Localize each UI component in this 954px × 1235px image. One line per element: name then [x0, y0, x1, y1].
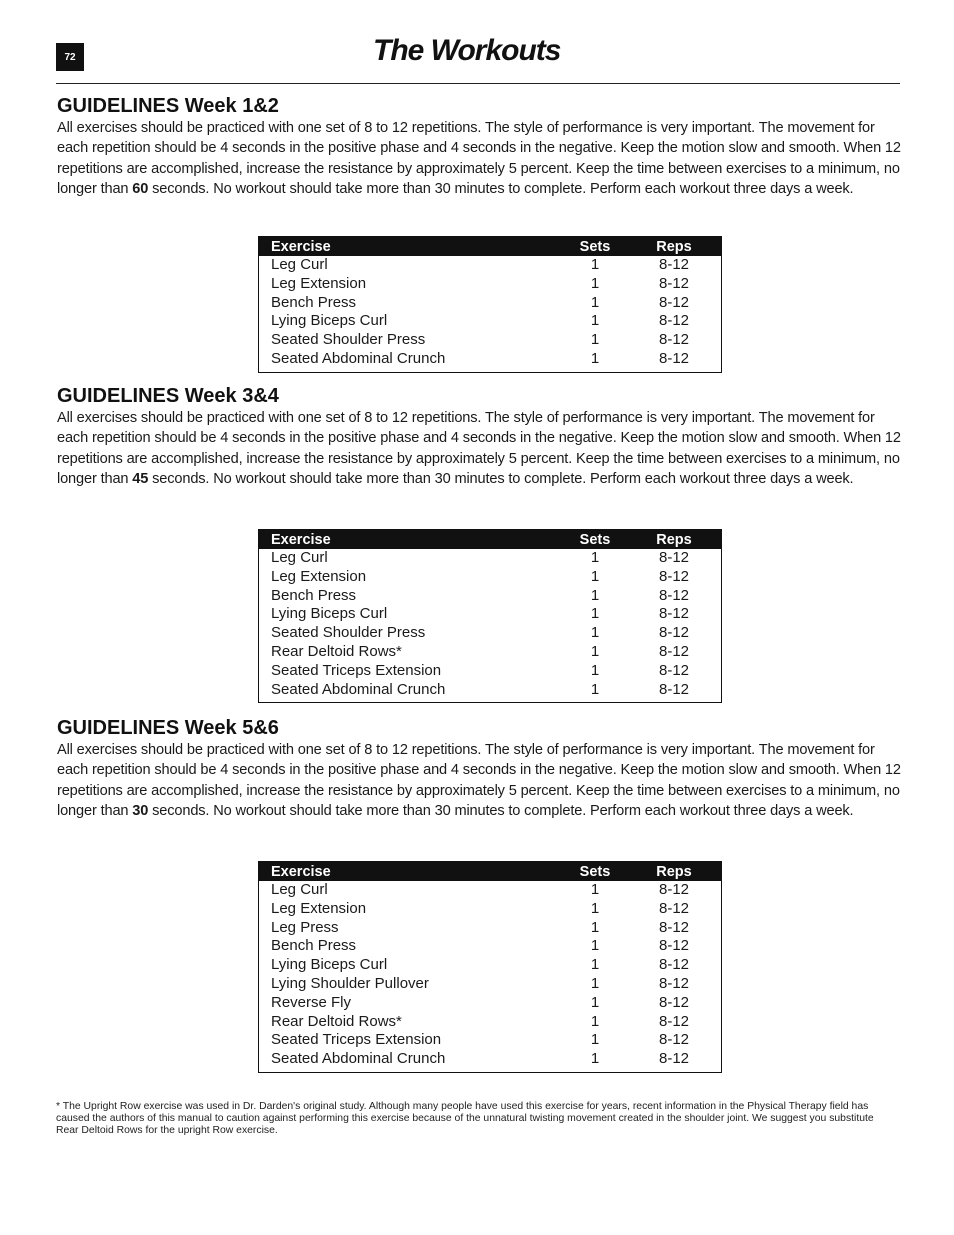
- table-row: [259, 662, 722, 681]
- table-row: [259, 350, 722, 372]
- table-row: [259, 994, 722, 1013]
- table-row: [259, 549, 722, 568]
- column-header-reps: Reps: [627, 862, 722, 882]
- exercise-cell: Seated Shoulder Press: [271, 331, 426, 349]
- table-row: [259, 624, 722, 643]
- sets-cell: 1: [590, 624, 600, 642]
- exercise-table-week-3-4: [258, 529, 722, 703]
- column-header-exercise: Exercise: [259, 862, 564, 882]
- sets-cell: 1: [590, 956, 600, 974]
- sets-cell: 1: [590, 974, 600, 992]
- reps-cell: 8-12: [658, 993, 690, 1011]
- section-guidelines-text: All exercises should be practiced with one set of 8 to 12 repetitions. The style of performance is very important. The movement for each repetition should be 4 seconds in the positive phase and 4 seconds in the negative. Keep the motion slow and smooth. When 12 repetitions are accomplished, increase the resistance by approximately 5 percent. Keep the time between exercises to a minimum, no longer than 30 seconds. No workout should take more than 30 minutes to complete. Perform each workout three days a week.: [57, 742, 901, 819]
- sets-cell: 1: [590, 567, 600, 585]
- reps-cell: 8-12: [658, 642, 690, 660]
- section-heading: GUIDELINES Week 3&4: [57, 385, 279, 407]
- sets-cell: 1: [590, 642, 600, 660]
- section-heading: GUIDELINES Week 1&2: [57, 95, 279, 117]
- sets-cell: 1: [590, 680, 600, 698]
- table-row: [259, 568, 722, 587]
- reps-cell: 8-12: [658, 661, 690, 679]
- reps-cell: 8-12: [658, 331, 690, 349]
- table-row: [259, 900, 722, 919]
- sets-cell: 1: [590, 331, 600, 349]
- reps-cell: 8-12: [658, 1012, 690, 1030]
- table-row: [259, 956, 722, 975]
- exercise-cell: Leg Curl: [271, 549, 328, 566]
- sets-cell: 1: [590, 899, 600, 917]
- reps-cell: 8-12: [658, 680, 690, 698]
- exercise-cell: Seated Abdominal Crunch: [271, 680, 446, 698]
- exercise-cell: Lying Shoulder Pullover: [271, 974, 429, 992]
- reps-cell: 8-12: [658, 1031, 690, 1049]
- page-title: The Workouts: [373, 34, 561, 67]
- column-header-sets: Sets: [563, 862, 627, 882]
- exercise-cell: Rear Deltoid Rows*: [271, 1012, 402, 1030]
- exercise-cell: Seated Shoulder Press: [271, 624, 426, 642]
- sets-cell: 1: [590, 256, 600, 273]
- reps-cell: 8-12: [658, 624, 690, 642]
- sets-cell: 1: [590, 1031, 600, 1049]
- table-row: [259, 587, 722, 606]
- exercise-cell: Seated Abdominal Crunch: [271, 1050, 446, 1068]
- reps-cell: 8-12: [658, 937, 690, 955]
- section-guidelines-text: All exercises should be practiced with one set of 8 to 12 repetitions. The style of performance is very important. The movement for each repetition should be 4 seconds in the positive phase and 4 seconds in the negative. Keep the motion slow and smooth. When 12 repetitions are accomplished, increase the resistance by approximately 5 percent. Keep the time between exercises to a minimum, no longer than 60 seconds. No workout should take more than 30 minutes to complete. Perform each workout three days a week.: [57, 120, 901, 197]
- reps-cell: 8-12: [658, 586, 690, 604]
- table-row: [259, 605, 722, 624]
- exercise-cell: Rear Deltoid Rows*: [271, 642, 402, 660]
- sets-cell: 1: [590, 918, 600, 936]
- reps-cell: 8-12: [658, 312, 690, 330]
- reps-cell: 8-12: [658, 956, 690, 974]
- exercise-cell: Leg Press: [271, 918, 339, 936]
- section-week-5-6: [57, 716, 902, 821]
- reps-cell: 8-12: [658, 349, 690, 367]
- sets-cell: 1: [590, 274, 600, 292]
- exercise-cell: Bench Press: [271, 586, 357, 604]
- sets-cell: 1: [590, 937, 600, 955]
- sets-cell: 1: [590, 1012, 600, 1030]
- table-header-row: [259, 237, 722, 257]
- reps-cell: 8-12: [658, 899, 690, 917]
- exercise-cell: Leg Extension: [271, 274, 367, 292]
- exercise-table-week-1-2: [258, 236, 722, 373]
- section-week-1-2: [57, 94, 902, 199]
- page-number: 72: [56, 43, 84, 71]
- sets-cell: 1: [590, 312, 600, 330]
- exercise-cell: Reverse Fly: [271, 993, 352, 1011]
- table-header-row: [259, 862, 722, 882]
- table-row: [259, 1031, 722, 1050]
- table-row: [259, 975, 722, 994]
- column-header-reps: Reps: [627, 530, 722, 550]
- sets-cell: 1: [590, 293, 600, 311]
- sets-cell: 1: [590, 1050, 600, 1068]
- table-row: [259, 312, 722, 331]
- table-row: [259, 1050, 722, 1072]
- table-header-row: [259, 530, 722, 550]
- column-header-sets: Sets: [563, 237, 627, 257]
- reps-cell: 8-12: [658, 1050, 690, 1068]
- table-row: [259, 256, 722, 275]
- exercise-cell: Leg Extension: [271, 899, 367, 917]
- exercise-cell: Lying Biceps Curl: [271, 605, 388, 623]
- column-header-exercise: Exercise: [259, 237, 564, 257]
- section-guidelines-text: All exercises should be practiced with one set of 8 to 12 repetitions. The style of performance is very important. The movement for each repetition should be 4 seconds in the positive phase and 4 seconds in the negative. Keep the motion slow and smooth. When 12 repetitions are accomplished, increase the resistance by approximately 5 percent. Keep the time between exercises to a minimum, no longer than 45 seconds. No workout should take more than 30 minutes to complete. Perform each workout three days a week.: [57, 410, 901, 487]
- reps-cell: 8-12: [658, 293, 690, 311]
- reps-cell: 8-12: [658, 567, 690, 585]
- exercise-cell: Bench Press: [271, 937, 357, 955]
- reps-cell: 8-12: [658, 605, 690, 623]
- sets-cell: 1: [590, 881, 600, 898]
- table-row: [259, 681, 722, 703]
- sets-cell: 1: [590, 586, 600, 604]
- table-row: [259, 331, 722, 350]
- reps-cell: 8-12: [658, 256, 690, 273]
- table-row: [259, 881, 722, 900]
- table-row: [259, 294, 722, 313]
- sets-cell: 1: [590, 661, 600, 679]
- exercise-cell: Seated Triceps Extension: [271, 1031, 442, 1049]
- header-divider: [56, 83, 900, 84]
- exercise-cell: Leg Curl: [271, 256, 328, 273]
- exercise-cell: Leg Curl: [271, 881, 328, 898]
- sets-cell: 1: [590, 993, 600, 1011]
- reps-cell: 8-12: [658, 974, 690, 992]
- reps-cell: 8-12: [658, 918, 690, 936]
- column-header-exercise: Exercise: [259, 530, 564, 550]
- table-row: [259, 275, 722, 294]
- section-week-3-4: [57, 384, 902, 489]
- section-heading: GUIDELINES Week 5&6: [57, 717, 279, 739]
- rest-seconds: 45: [132, 470, 149, 487]
- table-row: [259, 919, 722, 938]
- reps-cell: 8-12: [658, 549, 690, 566]
- reps-cell: 8-12: [658, 881, 690, 898]
- rest-seconds: 30: [132, 802, 149, 819]
- sets-cell: 1: [590, 605, 600, 623]
- sets-cell: 1: [590, 549, 600, 566]
- exercise-cell: Seated Abdominal Crunch: [271, 349, 446, 367]
- exercise-cell: Lying Biceps Curl: [271, 312, 388, 330]
- table-row: [259, 1013, 722, 1032]
- exercise-table-week-5-6: [258, 861, 722, 1073]
- table-row: [259, 643, 722, 662]
- exercise-cell: Lying Biceps Curl: [271, 956, 388, 974]
- table-row: [259, 937, 722, 956]
- reps-cell: 8-12: [658, 274, 690, 292]
- exercise-cell: Seated Triceps Extension: [271, 661, 442, 679]
- rest-seconds: 60: [132, 180, 149, 197]
- exercise-cell: Leg Extension: [271, 567, 367, 585]
- sets-cell: 1: [590, 349, 600, 367]
- column-header-reps: Reps: [627, 237, 722, 257]
- exercise-cell: Bench Press: [271, 293, 357, 311]
- footnote: * The Upright Row exercise was used in Dr. Darden's original study. Although many people have used this exercise for years, recent information in the Physical Therapy field has caused the authors of this manual to caution against performing this exercise because of the unnatural twisting movement created in the shoulder joint. We suggest you substitute Rear Deltoid Rows for the upright Row exercise.: [56, 1101, 874, 1136]
- column-header-sets: Sets: [563, 530, 627, 550]
